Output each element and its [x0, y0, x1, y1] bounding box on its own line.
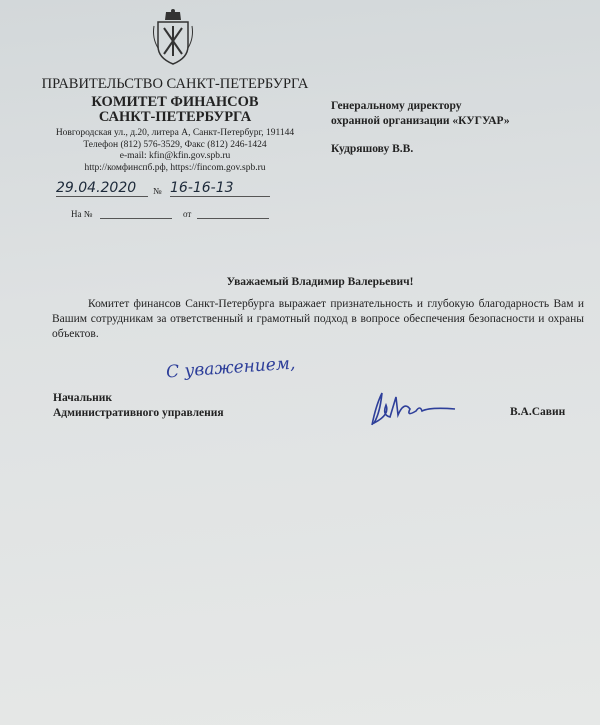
emblem — [150, 8, 196, 66]
government-title: ПРАВИТЕЛЬСТВО САНКТ-ПЕТЕРБУРГА — [41, 76, 309, 92]
signatory-position — [53, 391, 224, 421]
email: e-mail: kfin@kfin.gov.spb.ru — [119, 151, 231, 161]
recipient-name: Кудряшову В.В. — [331, 143, 414, 155]
website: http://комфинспб.рф, https://fincom.gov.spb.ru — [84, 162, 266, 173]
ref-from-label: от — [183, 209, 192, 219]
address: Новгородская ул., д.20, литера А, Санкт-Петербург, 191144 — [55, 128, 295, 138]
number-field: 16-16-13 — [170, 180, 270, 197]
ref-label: На № — [71, 209, 93, 219]
committee-name-1: КОМИТЕТ ФИНАНСОВ — [91, 94, 259, 110]
position-line-1: Начальник — [53, 392, 112, 404]
committee-name-2: САНКТ-ПЕТЕРБУРГА — [98, 109, 252, 125]
recipient-organization: охранной организации «КУГУАР» — [331, 115, 510, 127]
ref-date-line — [197, 218, 269, 219]
signatory-name: В.А.Савин — [510, 406, 566, 418]
letter-body: Комитет финансов Санкт-Петербурга выражает признательность и глубокую благодарность Вам и Вашим сотрудникам за ответственный и грамотный подход в вопросе обеспечения безопасности и охраны объектов. — [52, 298, 584, 340]
position-line-2: Административного управления — [53, 407, 224, 419]
signature-mark — [360, 385, 460, 435]
greeting: Уважаемый Владимир Валерьевич! — [226, 276, 414, 288]
phone: Телефон (812) 576-3529, Факс (812) 246-1424 — [83, 139, 267, 150]
ref-number-line — [100, 218, 172, 219]
recipient-title: Генеральному директору — [331, 100, 462, 112]
recipient-block — [331, 99, 510, 157]
date-field: 29.04.2020 — [56, 180, 148, 197]
contact-block — [30, 128, 320, 174]
handwritten-closing: С уважением, — [165, 353, 296, 383]
number-label: № — [153, 186, 162, 196]
